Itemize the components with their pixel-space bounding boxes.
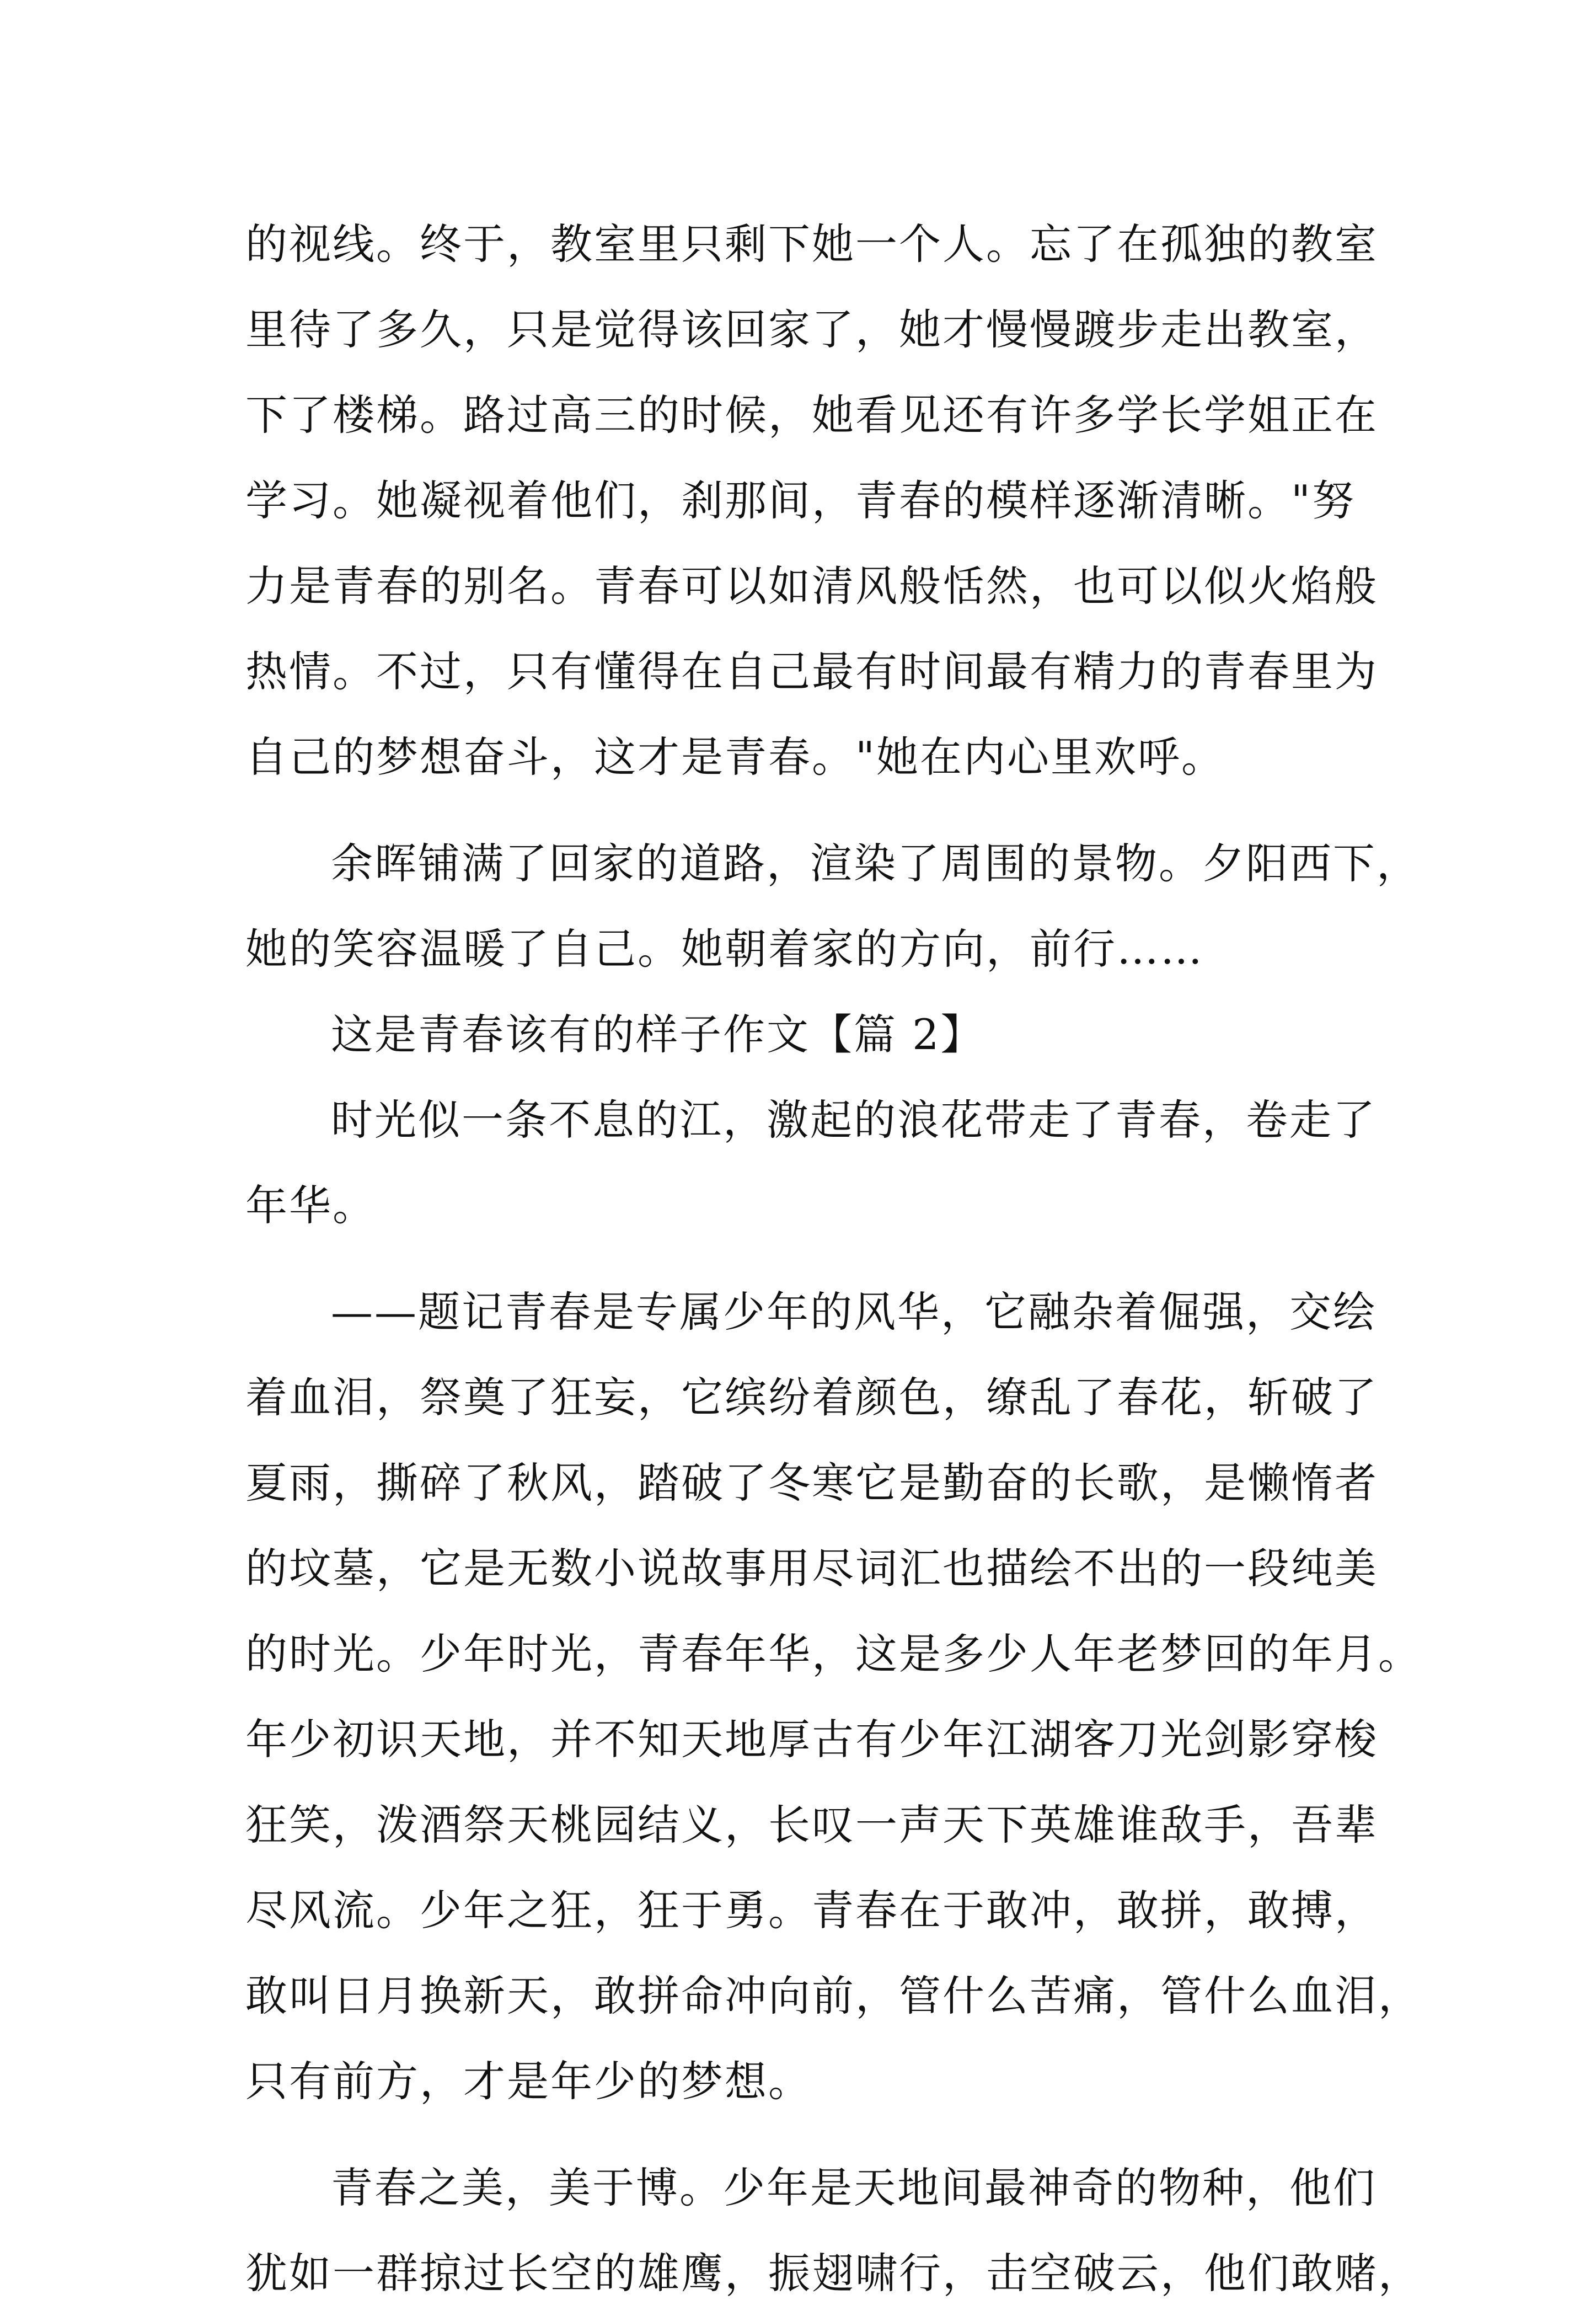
text-line: 年华。 xyxy=(245,1181,376,1230)
text-line: ——题记青春是专属少年的风华，它融杂着倔强，交绘 xyxy=(331,1287,1377,1336)
document-body xyxy=(245,201,1422,2316)
text-line: 的坟墓，它是无数小说故事用尽词汇也描绘不出的一段纯美 xyxy=(245,1544,1378,1593)
text-line: 下了楼梯。路过高三的时候，她看见还有许多学长学姐正在 xyxy=(245,391,1378,440)
text-line: 夏雨，撕碎了秋风，踏破了冬寒它是勤奋的长歌，是懒惰者 xyxy=(245,1458,1378,1507)
text-line: 的时光。少年时光，青春年华，这是多少人年老梦回的年月。 xyxy=(245,1629,1422,1678)
text-line: 热情。不过，只有懂得在自己最有时间最有精力的青春里为 xyxy=(245,647,1378,696)
text-line: 力是青春的别名。青春可以如清风般恬然，也可以似火焰般 xyxy=(245,561,1378,611)
text-line: 敢叫日月换新天，敢拼命冲向前，管什么苦痛，管什么血泪， xyxy=(245,1971,1422,2020)
text-line: 自己的梦想奋斗，这才是青春。"她在内心里欢呼。 xyxy=(245,732,1225,782)
text-line: 学习。她凝视着他们，刹那间，青春的模样逐渐清晰。"努 xyxy=(245,476,1356,525)
text-line: 着血泪，祭奠了狂妄，它缤纷着颜色，缭乱了春花，斩破了 xyxy=(245,1373,1378,1422)
text-line: 的视线。终于，教室里只剩下她一个人。忘了在孤独的教室 xyxy=(245,220,1378,269)
section-heading: 这是青春该有的样子作文【篇 2】 xyxy=(331,1010,984,1059)
text-line: 她的笑容温暖了自己。她朝着家的方向，前行…… xyxy=(245,924,1204,974)
text-line: 里待了多久，只是觉得该回家了，她才慢慢踱步走出教室， xyxy=(245,305,1378,354)
text-line: 时光似一条不息的江，激起的浪花带走了青春，卷走了 xyxy=(331,1095,1377,1144)
text-line: 只有前方，才是年少的梦想。 xyxy=(245,2057,812,2106)
text-line: 狂笑，泼酒祭天桃园结义，长叹一声天下英雄谁敌手，吾辈 xyxy=(245,1800,1378,1849)
text-line: 尽风流。少年之狂，狂于勇。青春在于敢冲，敢拼，敢搏， xyxy=(245,1886,1378,1935)
text-line: 犹如一群掠过长空的雄鹰，振翅啸行，击空破云，他们敢赌， xyxy=(245,2249,1422,2298)
text-line: 余晖铺满了回家的道路，渲染了周围的景物。夕阳西下， xyxy=(331,839,1420,888)
text-line: 青春之美，美于博。少年是天地间最神奇的物种，他们 xyxy=(331,2163,1377,2212)
text-line: 年少初识天地，并不知天地厚古有少年江湖客刀光剑影穿梭 xyxy=(245,1715,1378,1764)
